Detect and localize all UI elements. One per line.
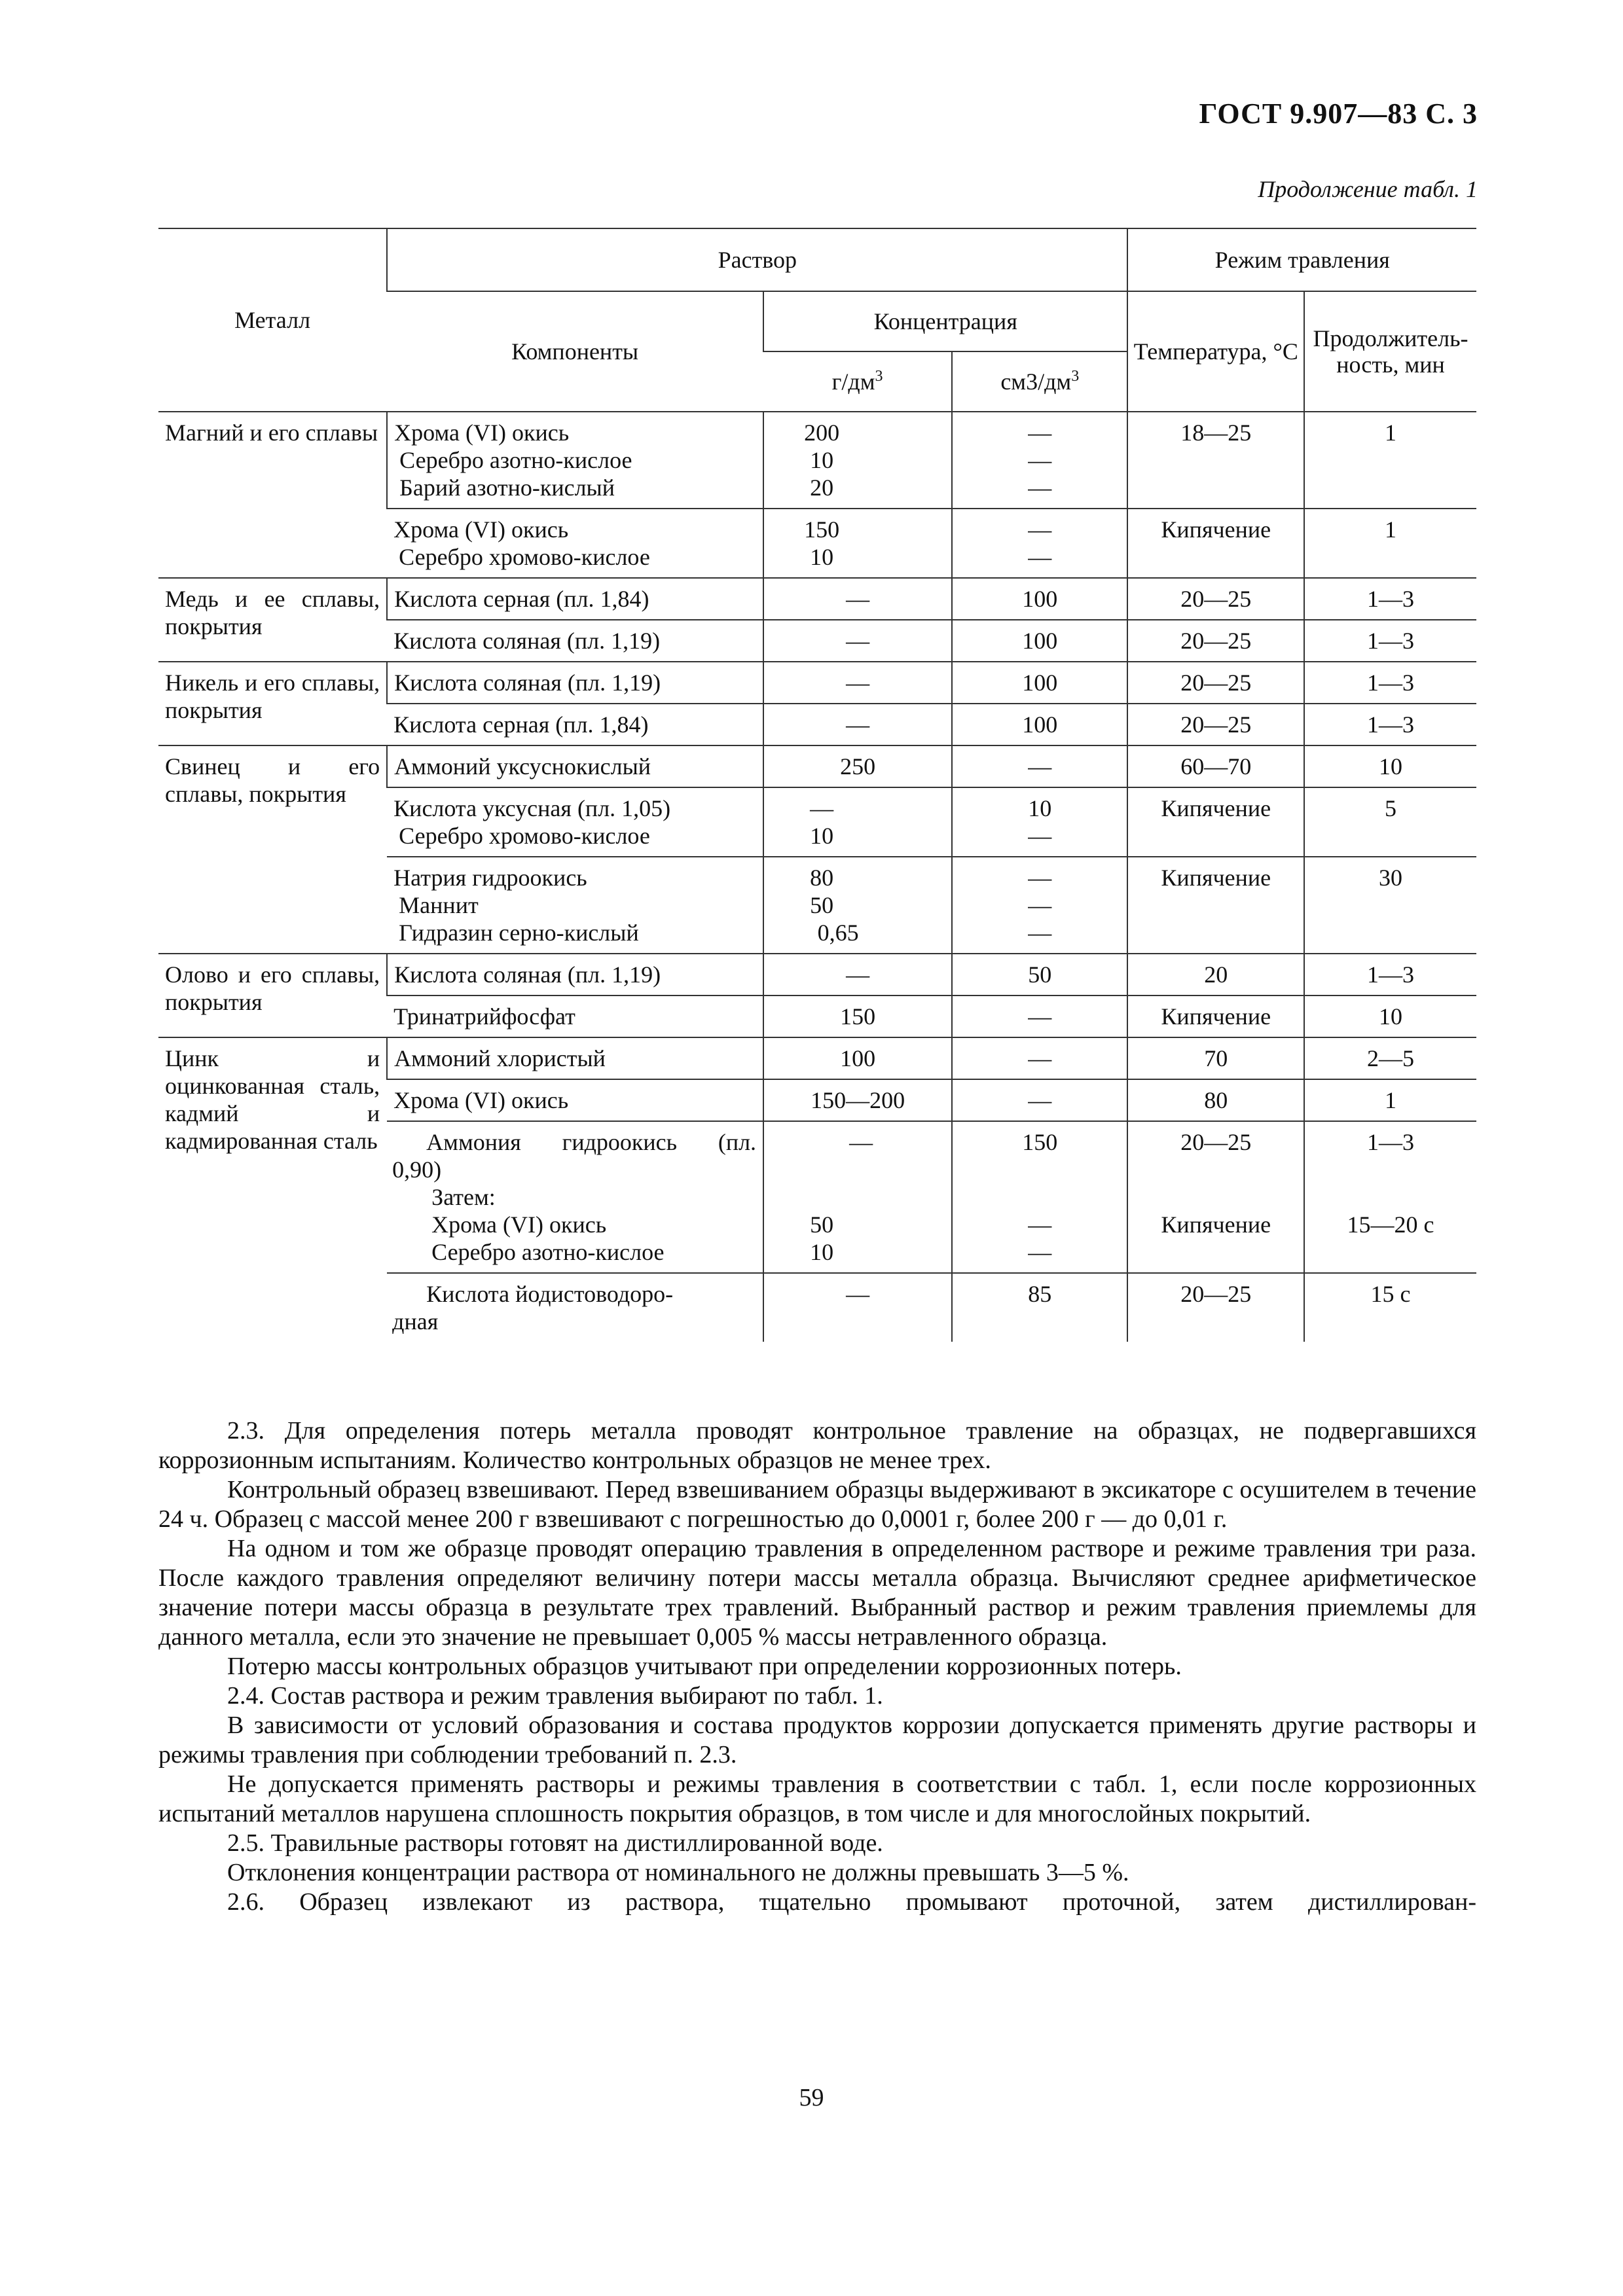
unit-cm-text: см3/дм xyxy=(1000,368,1072,395)
conc-cm: 150 xyxy=(1022,1129,1058,1155)
conc-g: 0,65 xyxy=(817,920,859,946)
conc-cm: 85 xyxy=(952,1273,1127,1342)
conc-g: 150—200 xyxy=(763,1079,952,1121)
unit-sup: 3 xyxy=(1071,368,1080,385)
conc-g: — xyxy=(763,954,952,996)
duration-cell: 1—3 xyxy=(1304,954,1476,996)
temp-cell: Кипячение xyxy=(1127,787,1304,857)
component: Серебро азотно-кислое xyxy=(399,447,632,473)
duration-cell: 5 xyxy=(1304,787,1476,857)
conc-g: — xyxy=(849,1129,873,1155)
component: Аммония гидроокись (пл. xyxy=(426,1129,757,1155)
etching-table xyxy=(158,228,1476,1342)
component: Гидразин серно-кислый xyxy=(399,920,639,946)
conc-cm: — xyxy=(952,1079,1127,1121)
component: Барий азотно-кислый xyxy=(399,475,615,501)
temp-cell: 60—70 xyxy=(1127,745,1304,787)
conc-cm: — xyxy=(952,996,1127,1037)
component: Хрома (VI) окись xyxy=(431,1211,607,1238)
duration-cell: 10 xyxy=(1304,745,1476,787)
duration-cell: 1 xyxy=(1304,1079,1476,1121)
col-metal: Металл xyxy=(158,228,387,412)
temp-cell: 20—25 xyxy=(1127,578,1304,620)
duration-cell: 15—20 с xyxy=(1347,1211,1434,1238)
metal-cell: Медь и ее сплавы, покрытия xyxy=(158,578,387,662)
component: Серебро хромово-кислое xyxy=(399,823,650,849)
paragraph: 2.3. Для определения потерь металла проводят контрольное травление на образцах, не подвергавшихся коррозионным испытаниям. Количество контрольных образцов не менее трех. xyxy=(158,1417,1476,1474)
paragraph: Контрольный образец взвешивают. Перед взвешиванием образцы выдерживают в эксикаторе с осушителем в течение 24 ч. Образец с массой менее 200 г взвешивают с погрешностью до 0,0001 г, более 200 г — до 0,01 г. xyxy=(158,1476,1476,1533)
duration-cell: 1—3 xyxy=(1304,578,1476,620)
paragraph: 2.5. Травильные растворы готовят на дистиллированной воде. xyxy=(227,1829,883,1857)
temp-cell: 20—25 xyxy=(1127,1273,1304,1342)
conc-g: 10 xyxy=(810,1239,834,1265)
component: Маннит xyxy=(399,892,479,918)
paragraph: Отклонения концентрации раствора от номинального не должны превышать 3—5 %. xyxy=(227,1859,1129,1886)
duration-cell: 30 xyxy=(1304,857,1476,954)
table-row xyxy=(158,954,1476,996)
conc-cm: 10 xyxy=(1028,795,1052,821)
conc-g: — xyxy=(763,1273,952,1342)
col-mode: Режим травления xyxy=(1127,228,1476,291)
conc-g: 50 xyxy=(810,1211,834,1238)
temp-cell: 20—25 xyxy=(1180,1129,1252,1155)
duration-cell: 2—5 xyxy=(1304,1037,1476,1079)
conc-g: — xyxy=(763,704,952,745)
conc-cm: — xyxy=(952,745,1127,787)
component: Серебро хромово-кислое xyxy=(399,544,650,570)
conc-g: 200 xyxy=(804,420,840,446)
paragraph: В зависимости от условий образования и состава продуктов коррозии допускается применять другие растворы и режимы травления при соблюдении требований п. 2.3. xyxy=(158,1712,1476,1768)
duration-cell: 1 xyxy=(1304,412,1476,509)
temp-cell: 20 xyxy=(1127,954,1304,996)
duration-cell: 1—3 xyxy=(1304,620,1476,662)
col-unit-cm xyxy=(952,351,1127,412)
temp-cell: 20—25 xyxy=(1127,662,1304,704)
col-solution: Раствор xyxy=(387,228,1127,291)
conc-g: 150 xyxy=(763,996,952,1037)
duration-cell: 1—3 xyxy=(1367,1129,1415,1155)
conc-g: — xyxy=(810,795,834,821)
metal-cell: Олово и его сплавы, покрытия xyxy=(158,954,387,1037)
col-components: Компоненты xyxy=(387,291,763,412)
conc-cm: — xyxy=(1028,1211,1052,1238)
table-row xyxy=(158,745,1476,787)
conc-cm: — xyxy=(1028,544,1052,570)
temp-cell: Кипячение xyxy=(1127,857,1304,954)
table-row xyxy=(158,578,1476,620)
conc-g: — xyxy=(763,578,952,620)
component: Хрома (VI) окись xyxy=(387,1079,763,1121)
component: Тринатрийфосфат xyxy=(387,996,763,1037)
unit-g-text: г/дм xyxy=(831,368,875,395)
conc-cm: — xyxy=(1028,865,1052,891)
metal-cell: Свинец и его сплавы, покрытия xyxy=(158,745,387,954)
conc-cm: — xyxy=(1028,447,1052,473)
duration-cell: 15 с xyxy=(1304,1273,1476,1342)
conc-cm: — xyxy=(1028,892,1052,918)
paragraph: Потерю массы контрольных образцов учитывают при определении коррозионных потерь. xyxy=(227,1653,1182,1680)
conc-g: 10 xyxy=(810,447,834,473)
document-header: ГОСТ 9.907—83 С. 3 xyxy=(1199,98,1478,130)
unit-sup: 3 xyxy=(875,368,883,385)
component: Кислота серная (пл. 1,84) xyxy=(387,578,763,620)
col-concentration: Концентрация xyxy=(763,291,1127,351)
col-temperature: Температура, °С xyxy=(1127,291,1304,412)
component: Аммоний уксуснокислый xyxy=(387,745,763,787)
duration-cell: 1 xyxy=(1304,509,1476,578)
temp-cell: 20—25 xyxy=(1127,620,1304,662)
col-duration: Продолжитель-ность, мин xyxy=(1304,291,1476,412)
component: Затем: xyxy=(431,1184,496,1210)
page-number: 59 xyxy=(799,2084,824,2111)
conc-g: 50 xyxy=(810,892,834,918)
conc-cm: — xyxy=(952,1037,1127,1079)
conc-cm: 100 xyxy=(952,620,1127,662)
conc-cm: — xyxy=(1028,823,1052,849)
conc-g: 10 xyxy=(810,823,834,849)
conc-cm: — xyxy=(1028,475,1052,501)
conc-cm: — xyxy=(1028,1239,1052,1265)
conc-cm: — xyxy=(1028,516,1052,543)
conc-cm: — xyxy=(1028,420,1052,446)
conc-g: 100 xyxy=(763,1037,952,1079)
temp-cell: 18—25 xyxy=(1127,412,1304,509)
temp-cell: 80 xyxy=(1127,1079,1304,1121)
duration-cell: 1—3 xyxy=(1304,662,1476,704)
conc-g: 150 xyxy=(804,516,840,543)
component: Кислота уксусная (пл. 1,05) xyxy=(393,795,671,821)
metal-cell: Никель и его сплавы, покрытия xyxy=(158,662,387,745)
temp-cell: Кипячение xyxy=(1127,996,1304,1037)
conc-cm: — xyxy=(1028,920,1052,946)
conc-g: 80 xyxy=(810,865,834,891)
component: дная xyxy=(392,1308,439,1335)
component: Кислота соляная (пл. 1,19) xyxy=(387,662,763,704)
paragraph: Не допускается применять растворы и режимы травления в соответствии с табл. 1, если после коррозионных испытаний металлов нарушена сплошность покрытия образцов, в том числе и для многослойных покрытий. xyxy=(158,1770,1476,1827)
conc-g: — xyxy=(763,620,952,662)
table-row xyxy=(158,1037,1476,1079)
component: Кислота йодистоводоро- xyxy=(426,1281,674,1307)
duration-cell: 1—3 xyxy=(1304,704,1476,745)
paragraph: 2.4. Состав раствора и режим травления выбирают по табл. 1. xyxy=(227,1682,883,1710)
body-text xyxy=(158,1416,1476,1917)
duration-cell: 10 xyxy=(1304,996,1476,1037)
component: Кислота соляная (пл. 1,19) xyxy=(387,954,763,996)
metal-cell: Цинк и оцинкованная сталь, кадмий и кадмированная сталь xyxy=(158,1037,387,1342)
component: Натрия гидроокись xyxy=(393,865,587,891)
conc-cm: 100 xyxy=(952,578,1127,620)
conc-cm: 100 xyxy=(952,662,1127,704)
table-row xyxy=(158,412,1476,509)
temp-cell: 20—25 xyxy=(1127,704,1304,745)
conc-g: 10 xyxy=(810,544,834,570)
metal-cell: Магний и его сплавы xyxy=(158,412,387,578)
component: Аммоний хлористый xyxy=(387,1037,763,1079)
conc-cm: 50 xyxy=(952,954,1127,996)
conc-cm: 100 xyxy=(952,704,1127,745)
table-continuation-label: Продолжение табл. 1 xyxy=(1258,176,1478,202)
paragraph: На одном и том же образце проводят операцию травления в определенном растворе и режиме травления три раза. После каждого травления определяют величину потери массы металла образца. Вычисляют среднее арифметическое значение потери массы образца в результате трех травлений. Выбранный раствор и режим травления приемлемы для данного металла, если это значение не превышает 0,005 % массы нетравленного образца. xyxy=(158,1535,1476,1651)
component: Серебро азотно-кислое xyxy=(431,1239,665,1265)
conc-g: 20 xyxy=(810,475,834,501)
paragraph: 2.6. Образец извлекают из раствора, тщательно промывают проточной, затем дистиллирован- xyxy=(227,1888,1476,1916)
conc-g: 250 xyxy=(763,745,952,787)
table-row xyxy=(158,662,1476,704)
component: Кислота соляная (пл. 1,19) xyxy=(387,620,763,662)
temp-cell: Кипячение xyxy=(1161,1211,1271,1238)
temp-cell: 70 xyxy=(1127,1037,1304,1079)
component: Хрома (VI) окись xyxy=(393,516,569,543)
component: Кислота серная (пл. 1,84) xyxy=(387,704,763,745)
component: Хрома (VI) окись xyxy=(394,420,570,446)
temp-cell: Кипячение xyxy=(1127,509,1304,578)
col-unit-g xyxy=(763,351,952,412)
conc-g: — xyxy=(763,662,952,704)
component: 0,90) xyxy=(392,1157,442,1183)
